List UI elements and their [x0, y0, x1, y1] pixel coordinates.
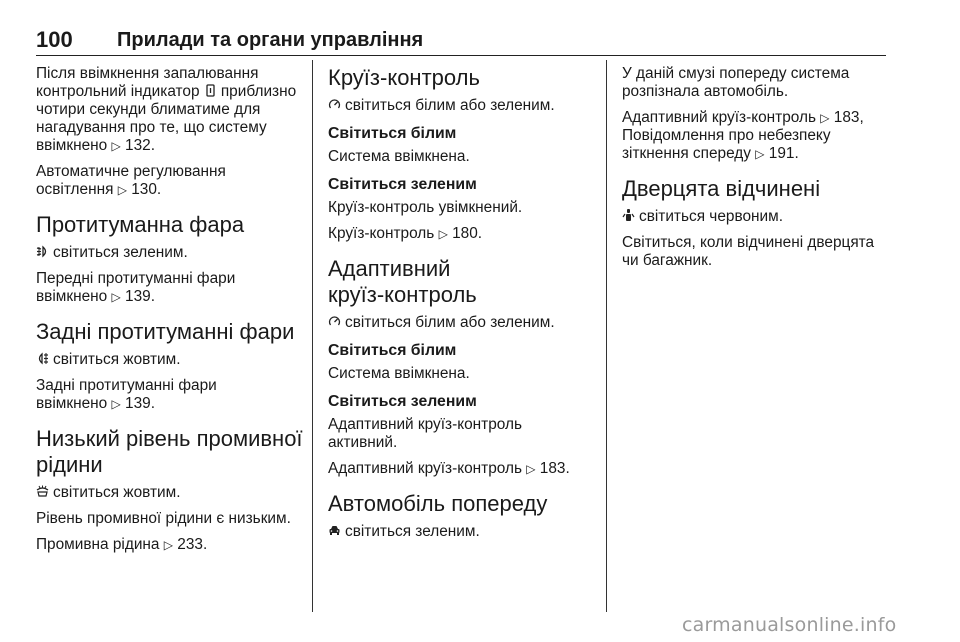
status-line: світиться жовтим.: [36, 484, 306, 502]
section-heading: Низький рівень промивної рідини: [36, 426, 303, 477]
page-number: 100: [36, 27, 73, 52]
auto-lighting-paragraph: Автоматичне регулювання освітлення ▷ 130.: [36, 163, 226, 198]
status-line: світиться червоним.: [622, 208, 892, 226]
page-reference[interactable]: 180.: [452, 225, 483, 242]
arrow-reference-icon: ▷: [438, 227, 448, 241]
section-heading: Адаптивний круїз-контроль: [328, 256, 477, 307]
status-line: світиться білим або зеленим.: [328, 97, 600, 115]
section-heading: Дверцята відчинені: [622, 176, 821, 201]
cruise-control-icon: [328, 97, 341, 112]
description: Передні протитуманні фари ввімкнено ▷ 139.: [36, 270, 236, 305]
page-reference[interactable]: 139.: [125, 395, 155, 412]
rear-fog-lamp-icon: [36, 351, 49, 366]
status-line: світиться жовтим.: [36, 351, 306, 369]
arrow-reference-icon: ▷: [111, 290, 121, 304]
description: Адаптивний круїз-контроль ▷ 183, Повідомлення про небезпеку зіткнення спереду ▷ 191.: [622, 109, 864, 162]
arrow-reference-icon: ▷: [163, 538, 174, 552]
subheading: Світиться зеленим: [328, 176, 477, 193]
page-reference[interactable]: 183,: [833, 109, 864, 126]
arrow-reference-icon: ▷: [117, 183, 127, 197]
status-line: світиться зеленим.: [328, 523, 600, 541]
description: Система ввімкнена.: [328, 365, 470, 382]
arrow-reference-icon: ▷: [111, 139, 121, 153]
subheading: Світиться зеленим: [328, 393, 477, 410]
arrow-reference-icon: ▷: [820, 111, 830, 125]
section-heading: Протитуманна фара: [36, 212, 245, 237]
subheading: Світиться білим: [328, 342, 457, 359]
section-heading: Автомобіль попереду: [328, 491, 548, 516]
page-reference[interactable]: 191.: [768, 145, 799, 162]
intro-paragraph: Після ввімкнення запалювання контрольний індикатор приблизно чотири секунди блиматиме для нагадування про те, що систему ввімкнено ▷ 132.: [36, 65, 297, 154]
page-reference[interactable]: 139.: [125, 288, 155, 305]
page-reference[interactable]: 183.: [539, 460, 570, 477]
status-line: світиться зеленим.: [36, 244, 306, 262]
description: Світиться, коли відчинені дверцята чи багажник.: [622, 234, 875, 269]
description: Задні протитуманні фари ввімкнено ▷ 139.: [36, 377, 217, 412]
page-reference[interactable]: 233.: [177, 536, 208, 553]
indicator-icon: [204, 83, 217, 98]
description: Круїз-контроль ▷ 180.: [328, 225, 483, 242]
column-divider: [606, 60, 607, 612]
adaptive-cruise-icon: [328, 314, 341, 329]
description: Круїз-контроль увімкнений.: [328, 199, 523, 216]
section-heading: Задні протитуманні фари: [36, 319, 295, 344]
arrow-reference-icon: ▷: [526, 462, 536, 476]
description: У даній смузі попереду система розпізнала автомобіль.: [622, 65, 850, 100]
status-line: світиться білим або зеленим.: [328, 314, 600, 332]
page-header: [36, 27, 886, 56]
column-2: [328, 65, 600, 549]
door-open-icon: [622, 208, 635, 223]
description: Промивна рідина ▷ 233.: [36, 536, 208, 553]
description: Адаптивний круїз-контроль активний.: [328, 416, 522, 451]
section-heading: Круїз-контроль: [328, 65, 480, 90]
subheading: Світиться білим: [328, 125, 457, 142]
page-reference[interactable]: 132.: [125, 137, 155, 154]
vehicle-ahead-icon: [328, 523, 341, 538]
page-title: Прилади та органи управління: [117, 29, 424, 51]
arrow-reference-icon: ▷: [111, 397, 121, 411]
description: Адаптивний круїз-контроль ▷ 183.: [328, 460, 570, 477]
column-1: [36, 65, 306, 562]
watermark: carmanualsonline.info: [682, 614, 897, 636]
column-3: [622, 65, 892, 278]
description: Рівень промивної рідини є низьким.: [36, 510, 291, 527]
washer-fluid-icon: [36, 484, 49, 499]
arrow-reference-icon: ▷: [755, 147, 765, 161]
description: Система ввімкнена.: [328, 148, 470, 165]
column-divider: [312, 60, 313, 612]
front-fog-lamp-icon: [36, 244, 49, 259]
page-reference[interactable]: 130.: [131, 181, 162, 198]
